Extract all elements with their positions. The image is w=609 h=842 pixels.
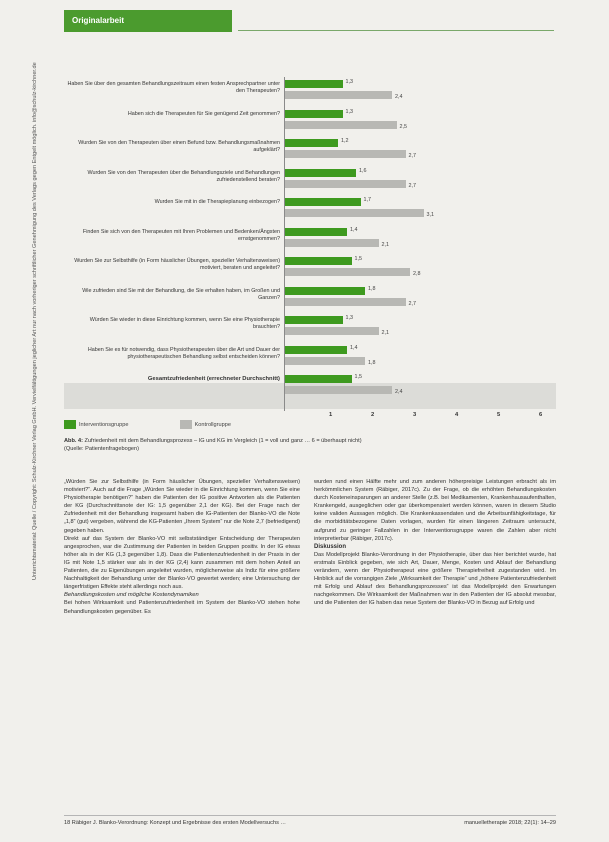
x-tick-label: 6 [539,412,543,418]
question-label: Haben Sie über den gesamten Behandlungszeitraum einen festen Ansprechpartner unter den Therapeuten? [67,81,280,94]
value-label-kg: 2,7 [408,153,416,159]
value-label-ig: 1,4 [350,344,358,351]
bar-kg [284,209,424,217]
value-label-kg: 2,7 [408,182,416,189]
caption-source: (Quelle: Patientenfragebogen) [64,446,139,452]
bar-ig [284,139,338,147]
bar-ig [284,228,347,236]
question-label: Gesamtzufriedenheit (errechneter Durchschnitt) [147,376,280,382]
copyright-sidebar: Unterrichtsmaterial: Quelle / Copyright: Schulz-Kirchner Verlag GmbH. Vervielfältigungen jeglicher Art nur nach vorheriger schriftlicher Genehmigung des Verlags gegen Entgelt möglich. info@schulz-kirchner.de [32,62,38,580]
question-label: Haben sich die Therapeuten für Sie genügend Zeit genommen? [127,110,280,117]
value-label-ig: 1,2 [341,138,349,144]
bar-ig [284,375,352,383]
bar-kg [284,386,392,394]
legend-swatch-kg [180,420,192,429]
question-label: Wurden Sie von den Therapeuten über die Behandlungsziele und Behandlungen zufriedenstellend beraten? [87,169,280,183]
bar-kg [284,327,379,335]
bar-ig [284,198,361,206]
question-label: Wie zufrieden sind Sie mit der Behandlung, die Sie erhalten haben, im Großen und Ganzen? [82,287,280,301]
right-paragraph-2: Das Modellprojekt Blanko-Verordnung in der Physiotherapie, über das hier berichtet wurde, hat erstmals Einblick gegeben, wie sich Art, Dauer, Menge, Kosten und Ablauf der Behandlung verändern, wenn der Physiotherapeut eine größere Therapiefreiheit zugestanden wird. Im Hinblick auf die vorrangigen Ziele „Wirksamkeit der Therapie“ und „höhere Patientenzufriedenheit mit Erfolg und Ablauf des Behandlungsprozesses“ ist das Modellprojekt den Erwartungen nachgekommen. Die Wirksamkeit der Maßnahmen war in den Patienten der IG absolut messbar, und die Patienten der IG haben das neue System der Blanko-VO in Bezug auf Erfolg und [314,551,556,607]
footer-left: 18 Räbiger J. Blanko-Verordnung: Konzept und Ergebnisse des ersten Modellversuchs … [64,820,287,826]
bar-kg [284,239,379,247]
x-tick-label: 2 [371,412,375,418]
bar-ig [284,287,365,295]
value-label-kg: 2,1 [381,241,389,248]
left-paragraph-3: Bei hohen Wirksamkeit und Patientenzufriedenheit im System der Blanko-VO stehen hohe Behandlungskosten gegenüber. Es [64,600,300,615]
left-subheading: Behandlungskosten und mögliche Kostendynamiken [64,592,199,599]
section-tag: Originalarbeit [64,10,232,32]
x-tick-label: 5 [497,412,501,418]
caption-text: Zufriedenheit mit dem Behandlungsprozess – IG und KG im Vergleich (1 = voll und ganz … 6 = überhaupt nicht) [84,438,362,444]
question-label: Finden Sie sich von den Therapeuten mit Ihren Problemen und Bedenken/Ängsten ernstgenommen? [82,228,280,242]
x-tick-label: 1 [329,412,333,418]
header-rule [238,30,554,31]
question-label: Wurden Sie mit in die Therapieplanung einbezogen? [154,199,280,205]
right-column [314,478,556,608]
bar-ig [284,110,343,118]
left-paragraph-2: Direkt auf das System der Blanko-VO mit selbstständiger Entscheidung der Therapeuten angesprochen, war die Zustimmung der Patienten in beiden Gruppen positiv. In der IG etwas höher als in der KG (1,3 gegenüber 1,8). Dass die Patientenzufriedenheit in der Praxis in der IG mit Note 1,5 stärker war als in der KG (2,4) kann zusammen mit dem hohen Anteil an Patienten, die zu Eigenübungen angeleitet wurden, möglicherweise als Indiz für eine größere Nachhaltigkeit der Behandlung unter der Blanko-VO gewertet werden; eine Untersuchung der längerfristigen Effekte steht allerdings noch aus. [64,535,300,591]
value-label-ig: 1,3 [345,79,353,85]
bar-kg [284,150,406,158]
right-paragraph-1: wurden rund einen Hälfte mehr und zum anderen höherpreisige Leistungen erbracht als im herkömmlichen System (Räbiger, 2017c). Zu der Frage, ob die erhöhten Behandlungskosten durch Kosteneinsparungen an anderer Stelle (z.B. bei Medikamenten, Krankenhausaufenthalten, Krankengeld, ausgeglichen oder gar überkompensiert werden können, waren in diesem Studio keine validen Aussagen möglich. Die Krankenkassendaten und die Arbeitsunfähigkeitstage, für die morbiditätsbezogene Daten vorlagen, wurden für einen längeren Zeitraum untersucht, aufgrund zu geringer Fallzahlen in der Interventionsgruppe waren die Zahlen aber nicht interpretierbar (Räbiger, 2017c). [314,479,556,542]
value-label-ig: 1,5 [354,256,362,262]
value-label-ig: 1,6 [359,167,367,174]
figure-caption [64,437,544,453]
bar-kg [284,91,392,99]
x-tick-label: 3 [413,412,417,418]
value-label-kg: 2,5 [399,123,407,130]
chart-legend [64,420,231,429]
bar-kg [284,180,406,188]
question-label: Würden Sie wieder in diese Einrichtung kommen, wenn Sie eine Physiotherapie brauchten? [89,317,280,330]
value-label-ig: 1,4 [350,226,358,233]
legend-label-kg: Kontrollgruppe [194,421,231,428]
value-label-ig: 1,8 [368,285,376,292]
value-label-kg: 2,4 [395,94,403,100]
caption-label: Abb. 4: [64,438,83,444]
value-label-kg: 2,4 [395,389,403,395]
chart-axis-line [284,77,285,411]
value-label-kg: 2,1 [381,330,389,336]
value-label-ig: 1,3 [345,315,353,321]
value-label-ig: 1,7 [363,197,371,203]
legend-swatch-ig [64,420,76,429]
left-paragraph-1: „Würden Sie zur Selbsthilfe (in Form häuslicher Übungen, spezieller Verhaltensweisen) motiviert?“. Auch auf die Frage „Würden Sie wieder in die Einrichtung kommen, wenn Sie eine Physiotherapie benötigen?“ haben die Patienten der IG positive Antworten als die Patienten der KG (Durchschnittsnote der IG: 1,5 gegenüber 2,1 der KG). Bei der Frage nach der Zufriedenheit mit der Behandlung insgesamt haben die IG-Patienten der Blanko-VO die Note „1,8“ (gut) vergeben, während die KG-Patienten „Ihrem System“ nur die Note 2,7 (befriedigend) gegeben haben. [64,479,300,534]
x-tick-label: 4 [455,412,459,418]
footer-rule [64,815,556,816]
right-heading: Diskussion [314,543,347,550]
value-label-ig: 1,5 [354,374,362,380]
bar-ig [284,316,343,324]
value-label-ig: 1,3 [345,108,353,115]
value-label-kg: 1,8 [368,359,376,366]
bar-kg [284,121,397,129]
bar-ig [284,80,343,88]
value-label-kg: 3,1 [426,212,434,218]
bar-kg [284,298,406,306]
question-label: Haben Sie es für notwendig, dass Physiotherapeuten über die Art und Dauer der physiotherapeutischen Behandlung selbst entscheiden können? [87,346,280,360]
bar-kg [284,357,365,365]
value-label-kg: 2,8 [413,271,421,277]
x-axis-ticks [284,412,554,422]
value-label-kg: 2,7 [408,300,416,307]
footer-right: manuelletherapie 2018; 22(1): 14–29 [464,820,556,826]
left-column [64,478,300,616]
question-label: Wurden Sie von den Therapeuten über einen Befund bzw. Behandlungsmaßnahmen aufgeklärt? [78,140,280,153]
bar-ig [284,257,352,265]
bar-kg [284,268,410,276]
question-label: Wurden Sie zur Selbsthilfe (in Form häuslicher Übungen, spezieller Verhaltensweisen) motiviert, beraten und angeleitet? [74,258,280,271]
bar-ig [284,169,356,177]
bar-ig [284,346,347,354]
legend-label-ig: Interventionsgruppe [79,421,129,428]
